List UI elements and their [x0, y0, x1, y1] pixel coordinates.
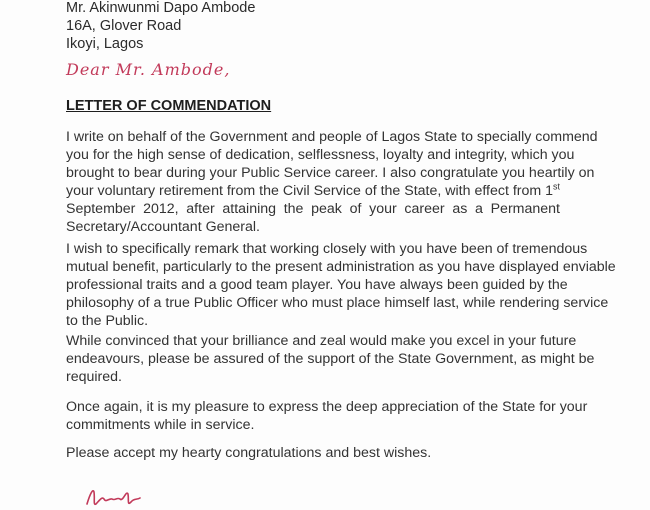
paragraph-line: Secretary/Accountant General.	[66, 219, 260, 235]
paragraph-line: commitments while in service.	[66, 417, 255, 433]
paragraph-line: you for the high sense of dedication, selflessness, loyalty and integrity, which you	[66, 147, 575, 163]
handwritten-signature	[84, 486, 174, 510]
paragraph-line: philosophy of a true Public Officer who must place himself last, while rendering service	[66, 295, 609, 311]
letter-heading: LETTER OF COMMENDATION	[66, 98, 272, 114]
paragraph-line: to the Public.	[66, 313, 149, 329]
paragraph-3	[66, 332, 595, 386]
recipient-city: Ikoyi, Lagos	[66, 36, 144, 52]
paragraph-line: I write on behalf of the Government and people of Lagos State to specially commend	[66, 129, 598, 145]
paragraph-line: endeavours, please be assured of the support of the State Government, as might be	[66, 351, 595, 367]
line-text: your voluntary retirement from the Civil Service of the State, with effect from 1	[66, 183, 554, 199]
paragraph-line: mutual benefit, particularly to the present administration as you have displayed enviable	[66, 259, 616, 275]
handwritten-salutation: Dear Mr. Ambode,	[66, 60, 231, 79]
recipient-street: 16A, Glover Road	[66, 18, 182, 34]
paragraph-line: While convinced that your brilliance and zeal would make you excel in your future	[66, 333, 577, 349]
paragraph-line: required.	[66, 369, 122, 385]
paragraph-4	[66, 398, 588, 434]
paragraph-line: September 2012, after attaining the peak of your career as a Permanent	[66, 201, 560, 217]
ordinal-suffix: st	[553, 181, 561, 192]
paragraph-5	[66, 444, 560, 462]
paragraph-1	[66, 128, 598, 236]
paragraph-line: Please accept my hearty congratulations and best wishes.	[66, 445, 432, 461]
recipient-name: Mr. Akinwunmi Dapo Ambode	[66, 0, 256, 16]
paragraph-line: professional traits and a good team player. You have always been guided by the	[66, 277, 568, 293]
paragraph-line: I wish to specifically remark that working closely with you have been of tremendous	[66, 241, 588, 257]
paragraph-line	[66, 182, 560, 200]
paragraph-2	[66, 240, 616, 330]
paragraph-line: brought to bear during your Public Service career. I also congratulate you heartily on	[66, 165, 595, 181]
paragraph-line: Once again, it is my pleasure to express the deep appreciation of the State for your	[66, 399, 588, 415]
